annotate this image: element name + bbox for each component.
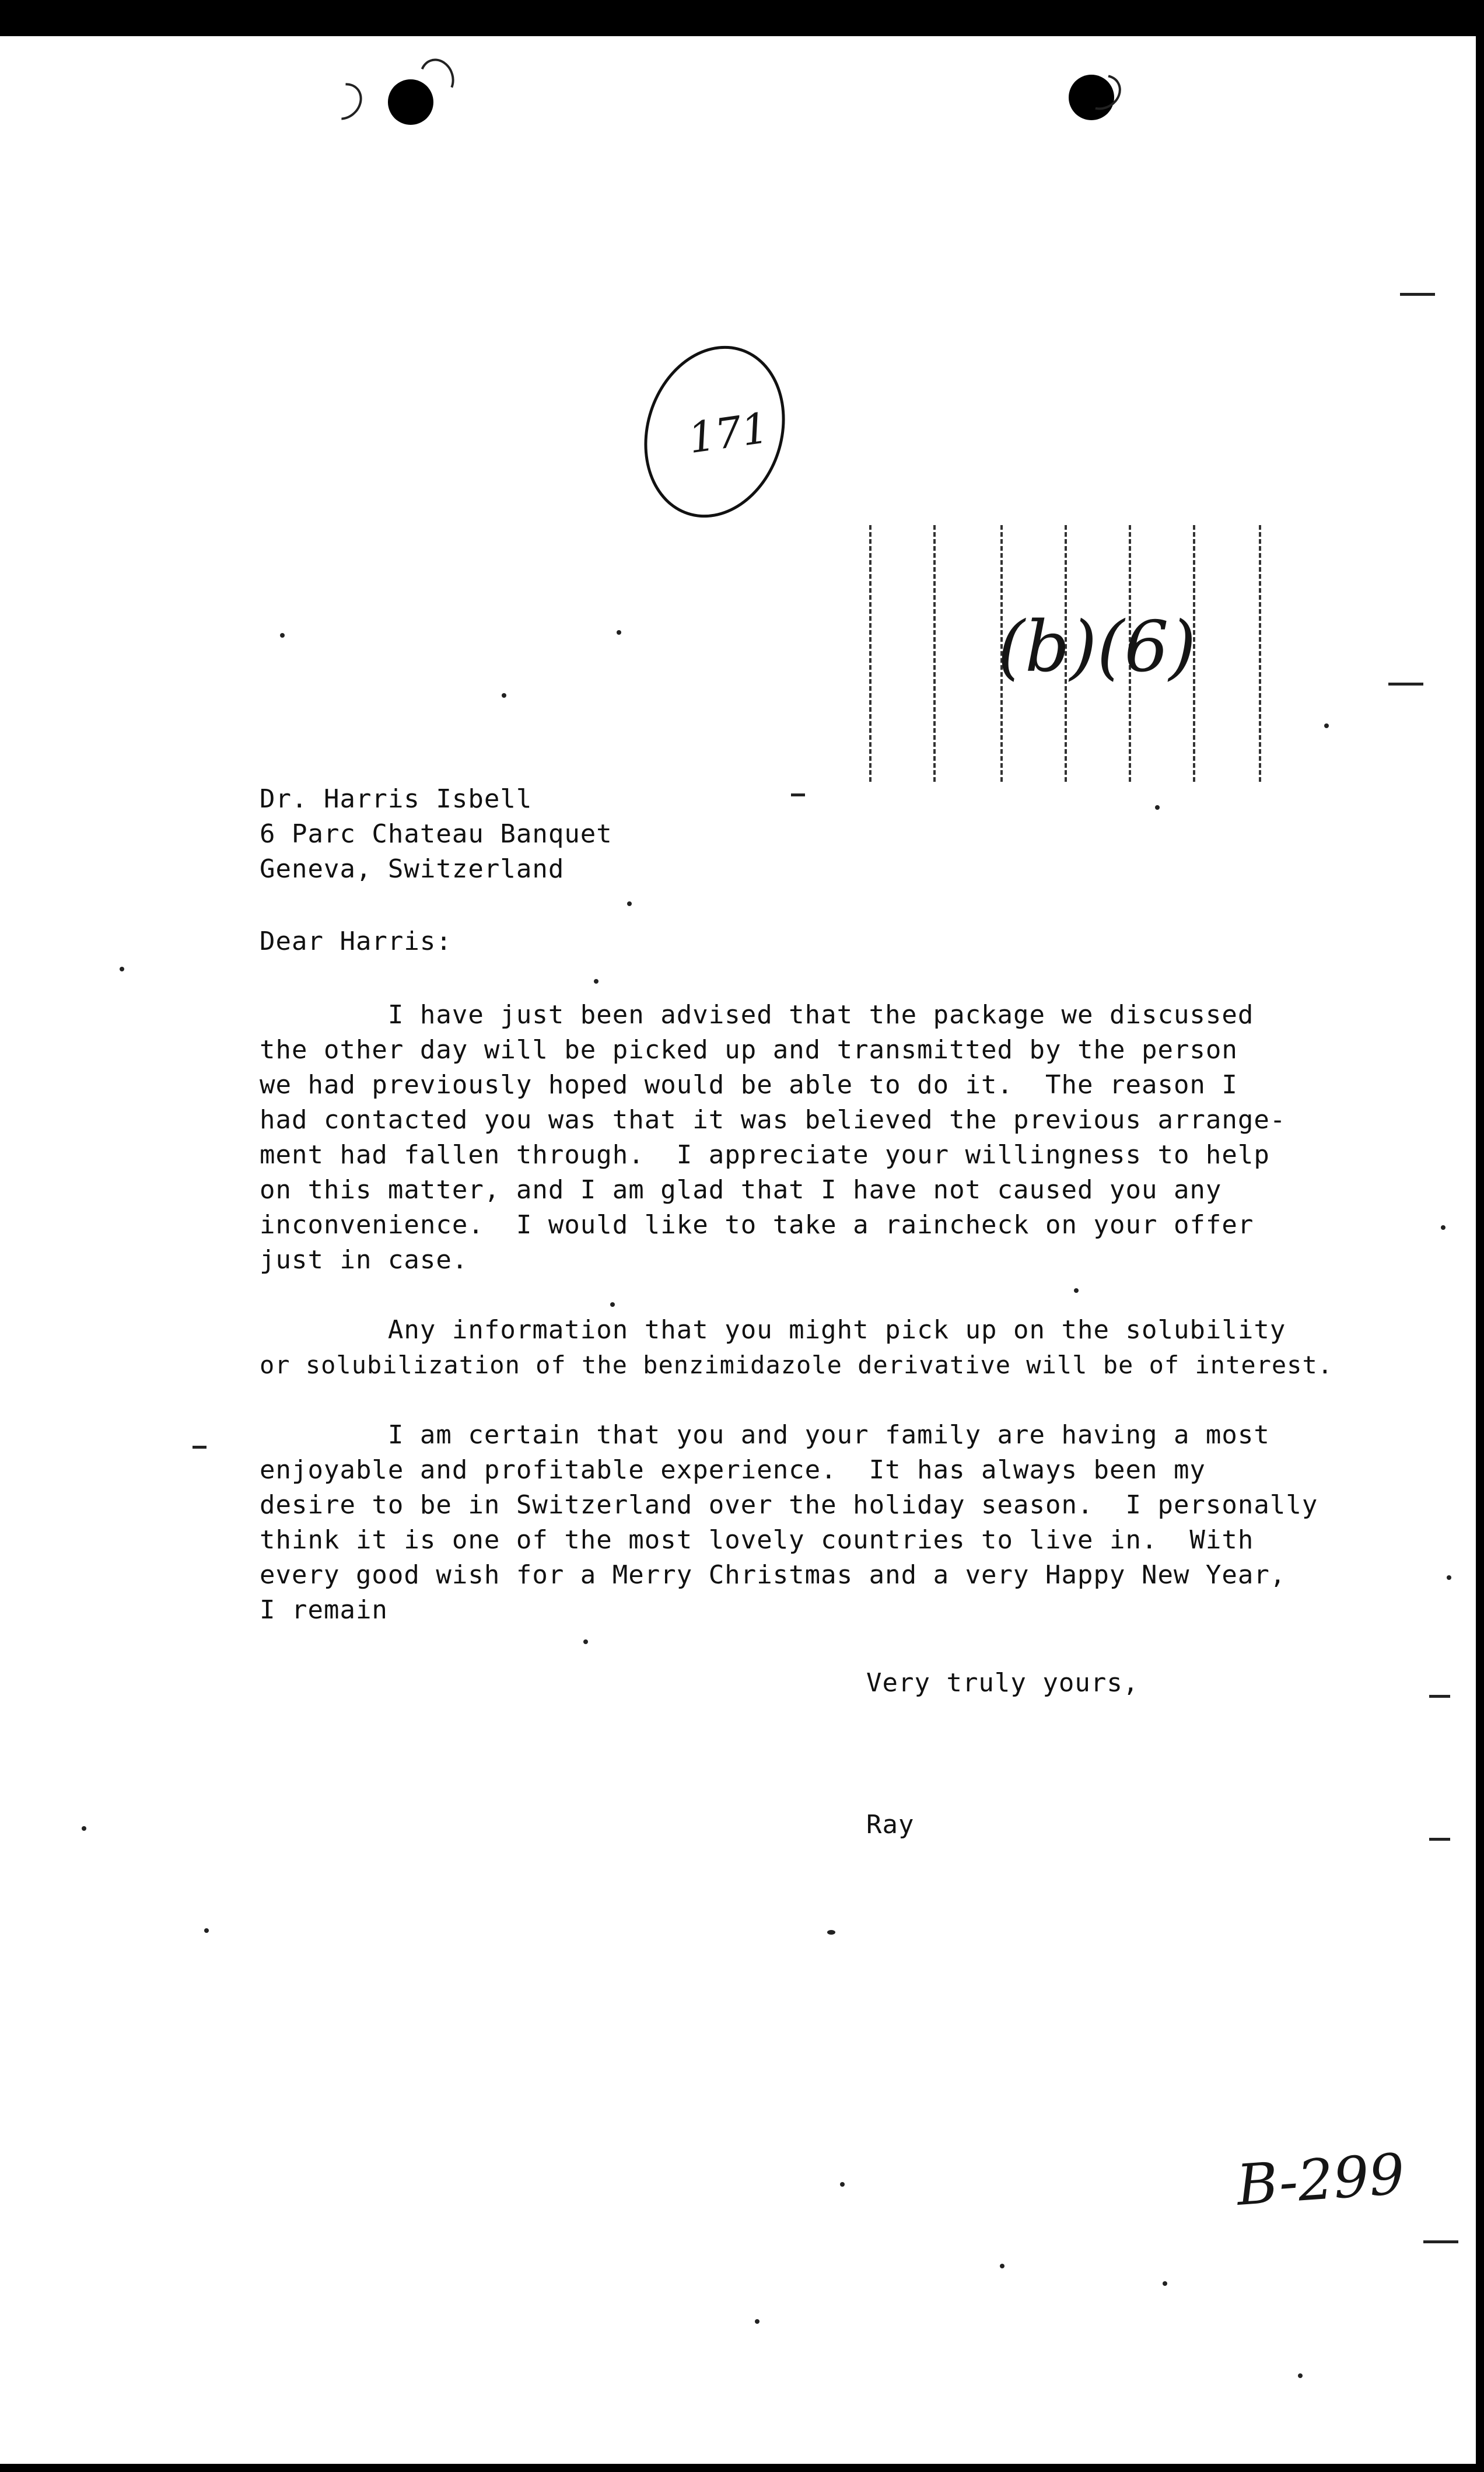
- paragraph-1-line: ment had fallen through. I appreciate your willingness to help: [260, 1140, 1270, 1170]
- paragraph-3-line: I remain: [260, 1595, 388, 1625]
- scan-speck: [502, 693, 506, 698]
- scan-speck: [1441, 1225, 1446, 1230]
- paragraph-3-line: think it is one of the most lovely countries to live in. With: [260, 1525, 1254, 1555]
- paragraph-1-line: had contacted you was that it was believed the previous arrange-: [260, 1105, 1286, 1135]
- paragraph-3-line: enjoyable and profitable experience. It has always been my: [260, 1455, 1206, 1485]
- paragraph-1-line: I have just been advised that the package we discussed: [260, 1000, 1254, 1030]
- paragraph-3-line: desire to be in Switzerland over the holiday season. I personally: [260, 1490, 1318, 1520]
- scan-speck: [594, 979, 598, 984]
- paragraph-2-line: or solubilization of the benzimidazole derivative will be of interest.: [260, 1351, 1334, 1379]
- scan-speck: [840, 2182, 845, 2187]
- margin-dash: [1423, 2240, 1458, 2243]
- paragraph-3-line: I am certain that you and your family are having a most: [260, 1420, 1270, 1450]
- margin-dash: [1429, 1695, 1450, 1698]
- recipient-city: Geneva, Switzerland: [260, 854, 565, 884]
- scan-right-border: [1476, 36, 1484, 2472]
- scan-speck: [82, 1826, 86, 1831]
- paragraph-3-line: every good wish for a Merry Christmas and a very Happy New Year,: [260, 1560, 1286, 1590]
- scan-speck: [1163, 2281, 1167, 2286]
- signature: Ray: [866, 1810, 915, 1840]
- scan-speck: [120, 967, 124, 971]
- scan-speck: [204, 1928, 209, 1933]
- salutation: Dear Harris:: [260, 926, 452, 956]
- scan-speck: [617, 630, 621, 635]
- recipient-name: Dr. Harris Isbell: [260, 784, 533, 814]
- margin-dash: [1400, 293, 1435, 296]
- scan-speck: [755, 2319, 760, 2324]
- redaction-line: [1259, 525, 1261, 782]
- punch-hole-left-arc: [317, 75, 369, 127]
- paragraph-2-line: Any information that you might pick up on the solubility: [260, 1315, 1286, 1345]
- closing: Very truly yours,: [866, 1668, 1139, 1698]
- margin-dash: [1429, 1838, 1450, 1841]
- exemption-mark: (b)(6): [998, 607, 1196, 688]
- scan-speck: [1298, 2373, 1303, 2378]
- scan-speck: [827, 1930, 835, 1935]
- paragraph-1-line: on this matter, and I am glad that I have not caused you any: [260, 1175, 1222, 1205]
- scan-speck: [627, 901, 632, 906]
- paragraph-1-line: the other day will be picked up and transmitted by the person: [260, 1035, 1238, 1065]
- margin-dash: [791, 793, 805, 796]
- scan-speck: [280, 633, 285, 638]
- scan-speck: [1324, 723, 1329, 728]
- circled-number: 171: [685, 403, 772, 463]
- scan-speck: [1074, 1288, 1079, 1293]
- paragraph-1-line: inconvenience. I would like to take a raincheck on your offer: [260, 1210, 1254, 1240]
- recipient-street: 6 Parc Chateau Banquet: [260, 819, 612, 849]
- redaction-line: [933, 525, 936, 782]
- scan-speck: [583, 1639, 588, 1644]
- scan-speck: [610, 1302, 615, 1307]
- scan-bottom-border: [0, 2464, 1484, 2472]
- margin-dash: [192, 1446, 206, 1449]
- scan-speck: [1447, 1575, 1451, 1580]
- margin-dash: [1388, 683, 1423, 686]
- scan-top-border: [0, 0, 1484, 36]
- paragraph-1-line: just in case.: [260, 1245, 468, 1275]
- redaction-line: [869, 525, 872, 782]
- paragraph-1-line: we had previously hoped would be able to do it. The reason I: [260, 1070, 1238, 1100]
- scan-speck: [1155, 805, 1160, 810]
- document-id: B-299: [1234, 2141, 1407, 2218]
- scan-speck: [1000, 2264, 1005, 2268]
